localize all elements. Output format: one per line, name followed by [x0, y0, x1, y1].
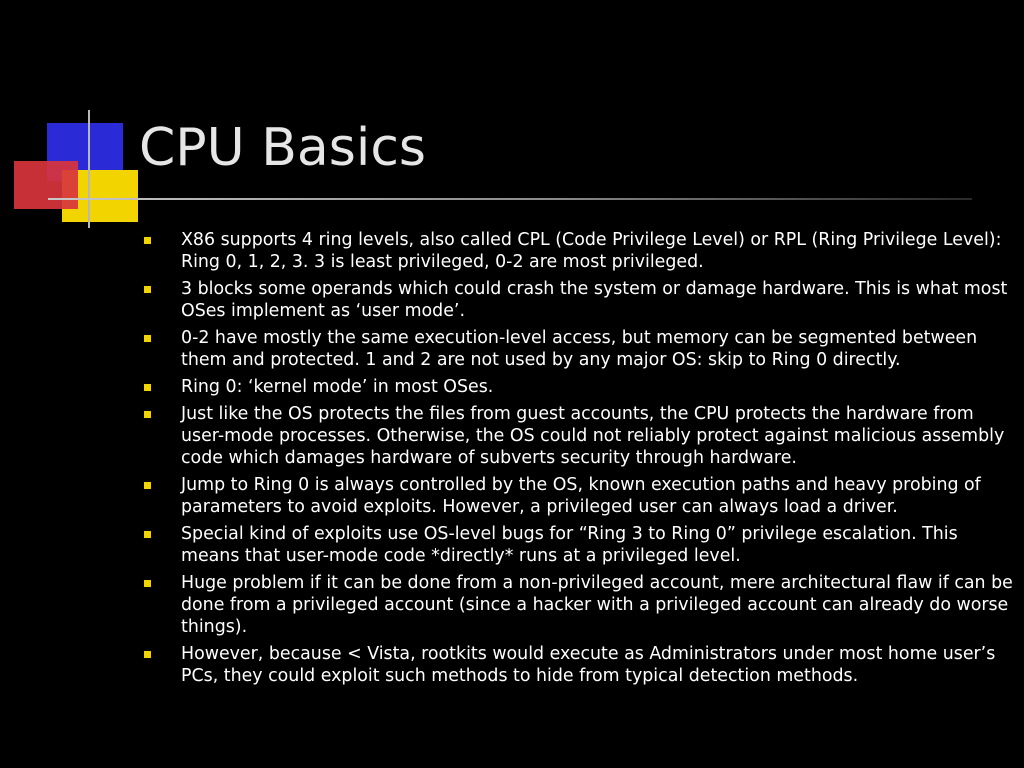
bullet-item [144, 474, 1014, 518]
bullet-item [144, 572, 1014, 638]
bullet-text: Jump to Ring 0 is always controlled by the OS, known execution paths and heavy probing of parameters to avoid exploits. However, a privileged user can always load a driver. [181, 475, 981, 517]
bullet-text: Huge problem if it can be done from a non-privileged account, mere architectural flaw if can be done from a privileged account (since a hacker with a privileged account can already do worse things). [181, 573, 1013, 637]
bullet-item [144, 403, 1014, 469]
bullet-item [144, 327, 1014, 371]
square-bullet-icon [144, 482, 151, 489]
square-bullet-icon [144, 411, 151, 418]
square-bullet-icon [144, 237, 151, 244]
bullet-text: Just like the OS protects the files from guest accounts, the CPU protects the hardware from user-mode processes. Otherwise, the OS could not reliably protect against malicious assembly code which damages hardware of subverts security through hardware. [181, 404, 1005, 468]
square-bullet-icon [144, 531, 151, 538]
slide-title: CPU Basics [139, 118, 427, 178]
bullet-text: X86 supports 4 ring levels, also called CPL (Code Privilege Level) or RPL (Ring Privilege Level): Ring 0, 1, 2, 3. 3 is least privileged, 0-2 are most privileged. [181, 230, 1002, 272]
bullet-text: 3 blocks some operands which could crash the system or damage hardware. This is what most OSes implement as ‘user mode’. [181, 279, 1008, 321]
square-bullet-icon [144, 335, 151, 342]
bullet-item [144, 376, 1014, 398]
bullet-item [144, 643, 1014, 687]
red-square [14, 161, 78, 209]
square-bullet-icon [144, 286, 151, 293]
bullet-text: 0-2 have mostly the same execution-level access, but memory can be segmented between them and protected. 1 and 2 are not used by any major OS: skip to Ring 0 directly. [181, 328, 978, 370]
bullet-item [144, 278, 1014, 322]
bullet-text: However, because < Vista, rootkits would execute as Administrators under most home user’s PCs, they could exploit such methods to hide from typical detection methods. [181, 644, 996, 686]
bullet-text: Special kind of exploits use OS-level bugs for “Ring 3 to Ring 0” privilege escalation. This means that user-mode code *directly* runs at a privileged level. [181, 524, 958, 566]
bullet-list [144, 229, 1014, 692]
square-bullet-icon [144, 384, 151, 391]
title-underline [48, 198, 972, 200]
bullet-item [144, 523, 1014, 567]
decorative-logo [0, 0, 160, 240]
vertical-rule [88, 110, 90, 228]
square-bullet-icon [144, 580, 151, 587]
bullet-text: Ring 0: ‘kernel mode’ in most OSes. [181, 377, 494, 397]
bullet-item [144, 229, 1014, 273]
square-bullet-icon [144, 651, 151, 658]
